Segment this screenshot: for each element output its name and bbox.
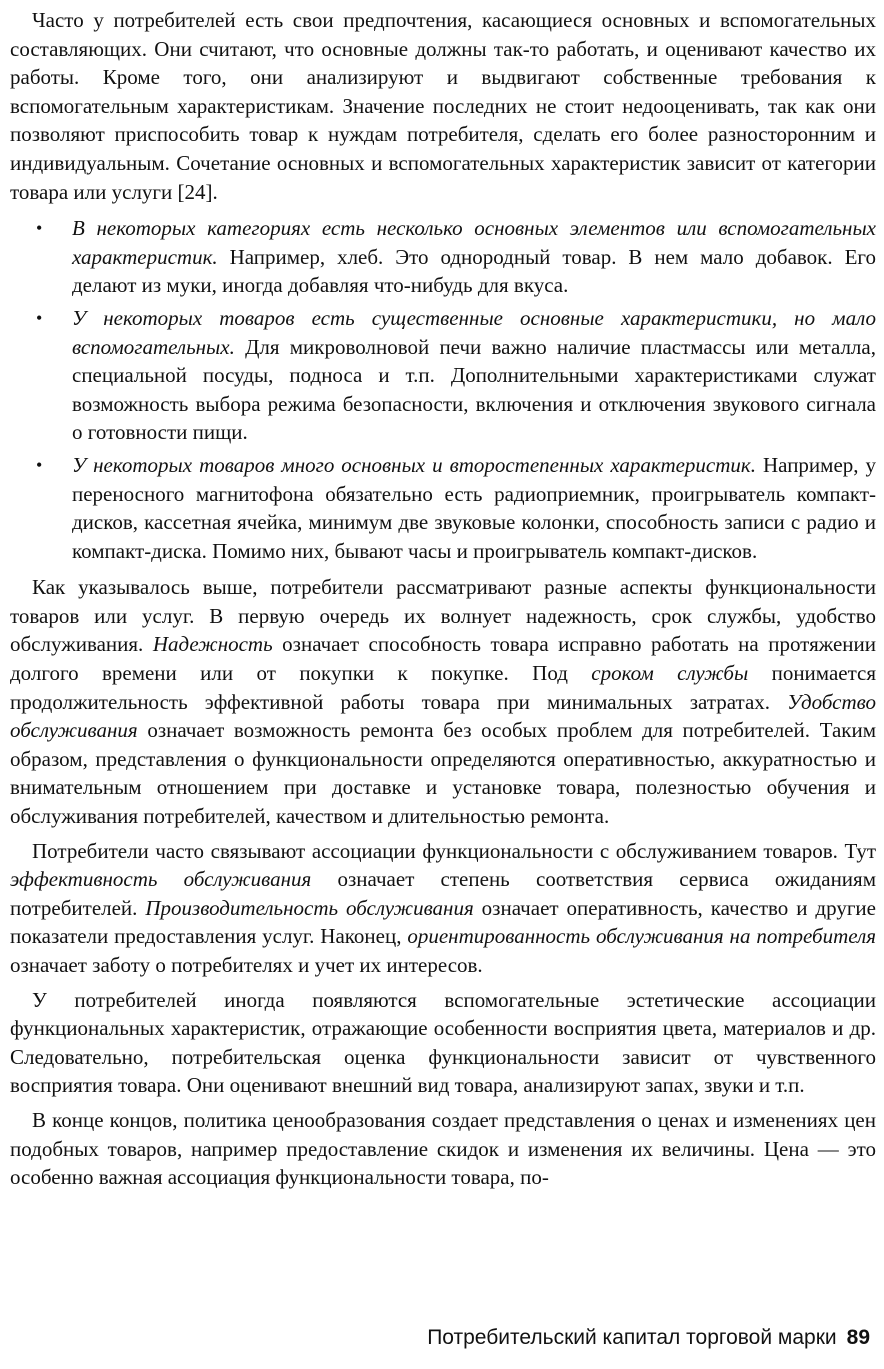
bullet-icon: • bbox=[36, 454, 43, 475]
term-service-productivity: Производительность обслуживания bbox=[145, 895, 474, 920]
term-service-life: сроком службы bbox=[591, 661, 749, 686]
paragraph-text: означает оперативность, качество и другие показатели предоставления услуг. Наконец, bbox=[10, 895, 876, 949]
paragraph-price: В конце концов, политика ценообразования создает представления о ценах и изменениях цен подобных товаров, например предоставление скидок и изменения их величины. Цена — это особенно важная ассоциация функциональности товара, по- bbox=[10, 1107, 876, 1190]
paragraph-reliability bbox=[10, 573, 876, 830]
page-number: 89 bbox=[846, 1326, 870, 1349]
paragraph-text: понимается продолжительность эффективной работы товара при минимальных затратах. bbox=[10, 661, 876, 714]
paragraph-service bbox=[10, 837, 876, 980]
list-item-lead: У некоторых товаров есть существенные основные характеристики, но мало вспомогательных. bbox=[72, 305, 876, 359]
term-service-effectiveness: эффективность обслуживания bbox=[10, 867, 312, 892]
paragraph-intro: Часто у потребителей есть свои предпочтения, касающиеся основных и вспомогательных составляющих. Они считают, что основные должны так-то работать, и оценивают качество их работы. Кроме того, они анализируют и выдвигают собственные требования к вспомогательным характеристикам. Значение последних не стоит недооценивать, так как они позволяют приспособить товар к нуждам потребителя, сделать его более разносторонним и индивидуальным. Сочетание основных и вспомогательных характеристик зависит от категории товара или услуги [24]. bbox=[10, 8, 876, 204]
paragraph-text: означает возможность ремонта без особых проблем для потребителей. Таким образом, представления о функциональности определяются оперативностью, аккуратностью и внимательным отношением при доставке и установке товара, полезностью обучения и обслуживания потребителей, качеством и длительностью ремонта. bbox=[10, 718, 876, 829]
list-item-text: Например, хлеб. Это однородный товар. В нем мало добавок. Его делают из муки, иногда добавляя что-нибудь для вкуса. bbox=[72, 244, 876, 298]
bullet-icon: • bbox=[36, 218, 43, 239]
running-title: Потребительский капитал торговой марки bbox=[427, 1326, 837, 1349]
term-serviceability: Удобство обслуживания bbox=[10, 689, 876, 743]
paragraph-text: означает заботу о потребителях и учет их интересов. bbox=[10, 953, 483, 977]
body-text bbox=[10, 6, 876, 1192]
list-item-lead: В некоторых категориях есть несколько основных элементов или вспомогательных характеристик. bbox=[72, 216, 876, 269]
list-item-lead: У некоторых товаров много основных и второстепенных характеристик. bbox=[72, 452, 756, 477]
paragraph-text: означает степень соответствия сервиса ожиданиям потребителей. bbox=[10, 867, 876, 920]
bullet-icon: • bbox=[36, 307, 43, 328]
list-item bbox=[36, 304, 876, 447]
characteristics-list bbox=[10, 214, 876, 565]
page-footer bbox=[427, 1326, 870, 1350]
paragraph-text: означает способность товара исправно работать на протяжении долгого времени или от покупки к покупке. Под bbox=[10, 632, 876, 686]
term-reliability: Надежность bbox=[152, 632, 273, 657]
list-item-text: Для микроволновой печи важно наличие пластмассы или металла, специальной посуды, подноса и т.п. Дополнительными характеристиками служат возможность выбора режима безопасности, включения и отключения звукового сигнала о готовности пищи. bbox=[72, 334, 876, 445]
paragraph-text: Как указывалось выше, потребители рассматривают разные аспекты функциональности товаров или услуг. В первую очередь их волнует надежность, срок службы, удобство обслуживания. bbox=[10, 575, 876, 657]
list-item-text: Например, у переносного магнитофона обязательно есть радиоприемник, проигрыватель компакт-дисков, кассетная ячейка, минимум две звуковые колонки, способность записи с радио и компакт-диска. Помимо них, бывают часы и проигрыватель компакт-дисков. bbox=[72, 452, 877, 563]
list-item bbox=[36, 214, 876, 300]
paragraph-text: Потребители часто связывают ассоциации функциональности с обслуживанием товаров. Тут bbox=[32, 838, 876, 863]
term-customer-orientation: ориентированность обслуживания на потребителя bbox=[407, 924, 876, 949]
list-item bbox=[36, 451, 877, 565]
paragraph-aesthetic: У потребителей иногда появляются вспомогательные эстетические ассоциации функциональных характеристик, отражающие особенности восприятия цвета, материалов и др. Следовательно, потребительская оценка функциональности зависит от чувственного восприятия товара. Они оценивают внешний вид товара, анализируют запах, звуки и т.п. bbox=[10, 987, 876, 1098]
